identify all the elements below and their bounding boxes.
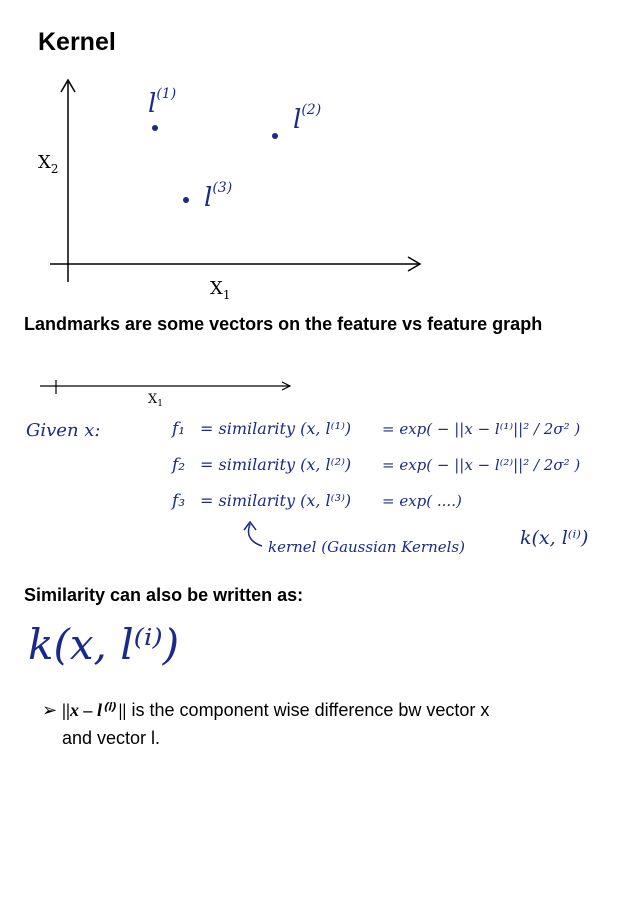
f3-expression: = exp( ....) bbox=[382, 492, 462, 510]
f3-symbol: f₃ bbox=[172, 491, 186, 511]
bullet-item bbox=[42, 700, 489, 721]
given-x-label: Given x: bbox=[26, 420, 101, 441]
landmark-1-point bbox=[152, 125, 158, 131]
arrow-bullet-icon: ➢ bbox=[42, 700, 58, 720]
f1-expression: = exp( − ||x − l⁽¹⁾||² / 2σ² ) bbox=[382, 420, 581, 438]
similarity-caption: Similarity can also be written as: bbox=[24, 585, 304, 605]
norm-expression: ||x – l⁽ⁱ⁾ || bbox=[62, 700, 127, 720]
landmark-3-point bbox=[183, 197, 189, 203]
landmark-2-point bbox=[272, 133, 278, 139]
kernel-function-small: k(x, l⁽ⁱ⁾) bbox=[520, 527, 589, 549]
f2-expression: = exp( − ||x − l⁽²⁾||² / 2σ² ) bbox=[382, 456, 581, 474]
landmarks-caption: Landmarks are some vectors on the feature vs feature graph bbox=[24, 314, 543, 334]
kernel-function-large: k(x, l⁽ⁱ⁾) bbox=[28, 620, 180, 669]
f3-similarity: = similarity (x, l⁽³⁾) bbox=[200, 491, 352, 510]
landmark-1-label: $l^{(1)}$ bbox=[148, 86, 177, 119]
kernel-arrow bbox=[249, 524, 263, 546]
x-axis-label: $X_1$ bbox=[210, 278, 231, 302]
landmark-3-label: $l^{(3)}$ bbox=[204, 180, 233, 213]
notes-axis-label: $X_1$ bbox=[148, 392, 163, 409]
f1-similarity: = similarity (x, l⁽¹⁾) bbox=[200, 419, 352, 438]
y-axis-label: $X_2$ bbox=[38, 152, 59, 176]
kernel-note: kernel (Gaussian Kernels) bbox=[268, 538, 465, 556]
landmark-2-label: $l^{(2)}$ bbox=[293, 102, 322, 135]
f2-similarity: = similarity (x, l⁽²⁾) bbox=[200, 455, 352, 474]
f1-symbol: f₁ bbox=[172, 419, 186, 439]
bullet-text: is the component wise difference bw vector x bbox=[126, 700, 490, 720]
bullet-text-continued: and vector l. bbox=[62, 728, 161, 748]
similarity-notes bbox=[0, 372, 638, 572]
page-title: Kernel bbox=[38, 28, 116, 56]
f2-symbol: f₂ bbox=[172, 455, 186, 475]
landmark-graph bbox=[0, 60, 638, 310]
